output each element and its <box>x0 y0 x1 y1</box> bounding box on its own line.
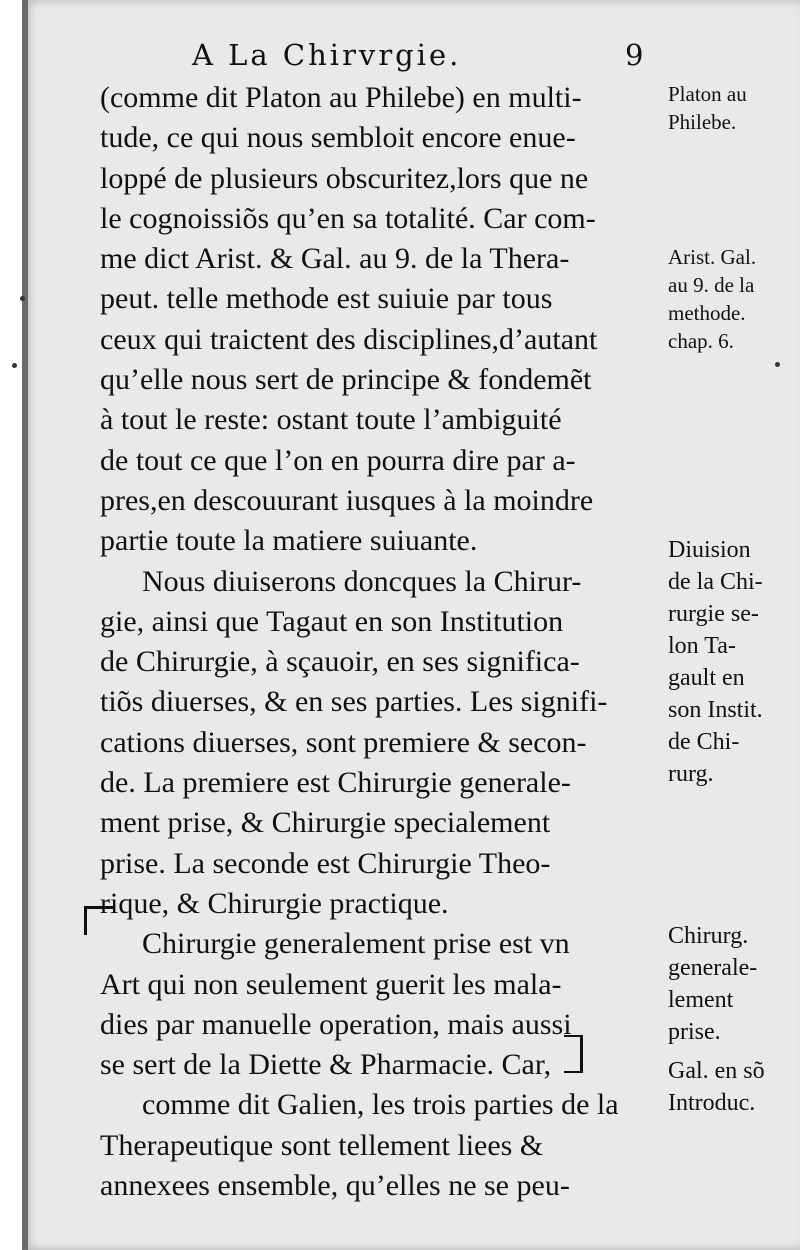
text-line: le cognoissiõs qu’en sa totalité. Car com- <box>100 201 596 235</box>
margin-note-line: Gal. en sõ <box>668 1058 765 1084</box>
text-line: se sert de la Diette & Pharmacie. Car, <box>100 1048 552 1082</box>
text-line: Art qui non seulement guerit les mala- <box>100 967 562 1001</box>
margin-note-line: son Instit. <box>668 697 763 723</box>
text-line: Therapeutique sont tellement liees & <box>100 1128 544 1162</box>
text-line: loppé de plusieurs obscuritez,lors que ne <box>100 161 589 195</box>
margin-note-chirurg-generale <box>668 920 800 1048</box>
margin-note-line: rurgie se- <box>668 601 759 627</box>
margin-note-line: lon Ta- <box>668 633 736 659</box>
text-line: rique, & Chirurgie practique. <box>100 886 449 920</box>
text-line: pres,en descouurant iusques à la moindre <box>100 483 594 517</box>
margin-note-line: Introduc. <box>668 1090 756 1116</box>
margin-note-line: Chirurg. <box>668 923 749 949</box>
text-line: me dict Arist. & Gal. au 9. de la Thera- <box>100 242 570 276</box>
opening-bracket-mark <box>84 906 115 935</box>
book-page <box>22 0 800 1250</box>
text-line: gie, ainsi que Tagaut en son Institution <box>100 604 564 638</box>
margin-note-arist-gal <box>668 243 800 355</box>
page-number: 9 <box>625 38 644 72</box>
ink-speck <box>775 362 780 367</box>
text-line: (comme dit Platon au Philebe) en multi- <box>100 81 582 114</box>
closing-bracket-mark <box>564 1035 583 1073</box>
text-line: comme dit Galien, les trois parties de la <box>142 1088 619 1122</box>
margin-note-line: Platon au <box>668 82 747 106</box>
margin-note-line: gault en <box>668 665 745 691</box>
ink-speck <box>12 363 17 368</box>
text-line: tude, ce qui nous sembloit encore enue- <box>100 121 576 155</box>
text-line: dies par manuelle operation, mais aussi <box>100 1007 572 1041</box>
margin-note-line: Diuision <box>668 537 751 563</box>
text-line: annexees ensemble, qu’elles ne se peu- <box>100 1169 570 1203</box>
text-line: de Chirurgie, à sçauoir, en ses significa- <box>100 645 580 679</box>
text-line: à tout le reste: ostant toute l’ambiguité <box>100 403 562 437</box>
margin-note-platon <box>668 80 800 136</box>
text-line: Chirurgie generalement prise est vn <box>142 927 570 961</box>
ink-speck <box>20 296 25 301</box>
text-line: tiõs diuerses, & en ses parties. Les signifi- <box>100 685 608 719</box>
margin-note-line: lement <box>668 987 734 1013</box>
running-head: A La Chirvrgie. <box>192 38 462 72</box>
margin-note-diuision <box>668 534 800 790</box>
margin-note-line: methode. <box>668 301 746 325</box>
margin-note-line: rurg. <box>668 761 714 787</box>
margin-note-line: de Chi- <box>668 729 740 755</box>
text-line: peut. telle methode est suiuie par tous <box>100 282 553 316</box>
margin-note-line: chap. 6. <box>668 329 734 353</box>
margin-note-line: prise. <box>668 1019 721 1045</box>
text-line: ceux qui traictent des disciplines,d’autant <box>100 322 598 356</box>
text-line: prise. La seconde est Chirurgie Theo- <box>100 846 551 880</box>
margin-note-line: Philebe. <box>668 110 737 134</box>
text-line: Nous diuiserons doncques la Chirur- <box>142 564 582 598</box>
text-line: de tout ce que l’on en pourra dire par a- <box>100 443 576 477</box>
margin-note-line: generale- <box>668 955 758 981</box>
margin-note-line: Arist. Gal. <box>668 245 757 269</box>
text-line: qu’elle nous sert de principe & fondemẽt <box>100 363 592 397</box>
margin-note-line: au 9. de la <box>668 273 755 297</box>
margin-note-line: de la Chi- <box>668 569 763 595</box>
text-line: de. La premiere est Chirurgie generale- <box>100 766 571 800</box>
margin-note-gal-introduc <box>668 1055 800 1119</box>
body-text <box>100 78 670 1206</box>
text-line: ment prise, & Chirurgie specialement <box>100 806 551 840</box>
text-line: cations diuerses, sont premiere & secon- <box>100 725 587 759</box>
text-line: partie toute la matiere suiuante. <box>100 524 478 558</box>
